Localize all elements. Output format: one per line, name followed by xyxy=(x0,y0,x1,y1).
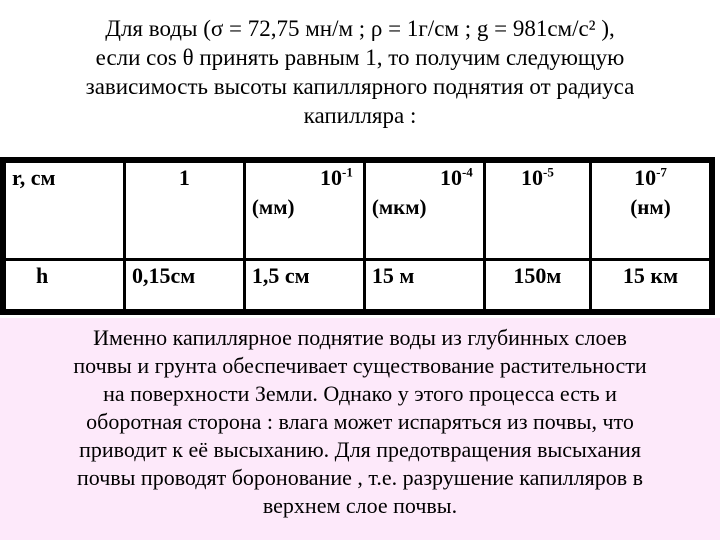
cell-r-4: $10^{-5}$ xyxy=(486,163,589,258)
intro-line-4: капилляра : xyxy=(303,103,417,128)
table-row xyxy=(6,163,709,258)
note-line-6: почвы проводят боронование , т.е. разрушение капилляров в xyxy=(76,465,644,490)
note-line-3: на поверхности Земли. Однако у этого процесса есть и xyxy=(103,381,617,406)
row-label-radius: r, см xyxy=(6,163,123,258)
unit-mm: (мм) xyxy=(251,195,295,219)
intro-line-1: Для воды (σ = 72,75 мн/м ; ρ = 1г/см ; g = 981см/с² ), xyxy=(105,16,615,41)
unit-nm: (нм) xyxy=(630,195,671,219)
intro-text xyxy=(0,14,720,130)
cell-h-2: 1,5 см xyxy=(246,261,363,309)
cell-r-3: $10^{-4}$ (мкм) xyxy=(366,163,483,258)
intro-line-3: зависимость высоты капиллярного поднятия от радиуса xyxy=(85,74,635,99)
row-label-height: h xyxy=(6,261,123,309)
note-line-2: почвы и грунта обеспечивает существование растительности xyxy=(73,353,647,378)
note-line-4: оборотная сторона : влага может испаряться из почвы, что xyxy=(86,409,634,434)
capillary-height-table xyxy=(0,157,715,315)
note-line-7: верхнем слое почвы. xyxy=(262,493,458,518)
table-row xyxy=(6,261,709,309)
cell-h-3: 15 м xyxy=(366,261,483,309)
cell-h-4: 150м xyxy=(486,261,589,309)
cell-h-5: 15 км xyxy=(592,261,709,309)
cell-r-1: 1 xyxy=(126,163,243,258)
explanation-box xyxy=(0,318,720,540)
note-line-1: Именно капиллярное поднятие воды из глубинных слоев xyxy=(93,325,627,350)
unit-mkm: (мкм) xyxy=(371,195,427,219)
cell-r-2: $10^{-1}$ (мм) xyxy=(246,163,363,258)
cell-r-5: $10^{-7}$ (нм) xyxy=(592,163,709,258)
cell-h-1: 0,15см xyxy=(126,261,243,309)
note-line-5: приводит к её высыханию. Для предотвращения высыхания xyxy=(79,437,641,462)
intro-line-2: если cos θ принять равным 1, то получим следующую xyxy=(95,45,625,70)
